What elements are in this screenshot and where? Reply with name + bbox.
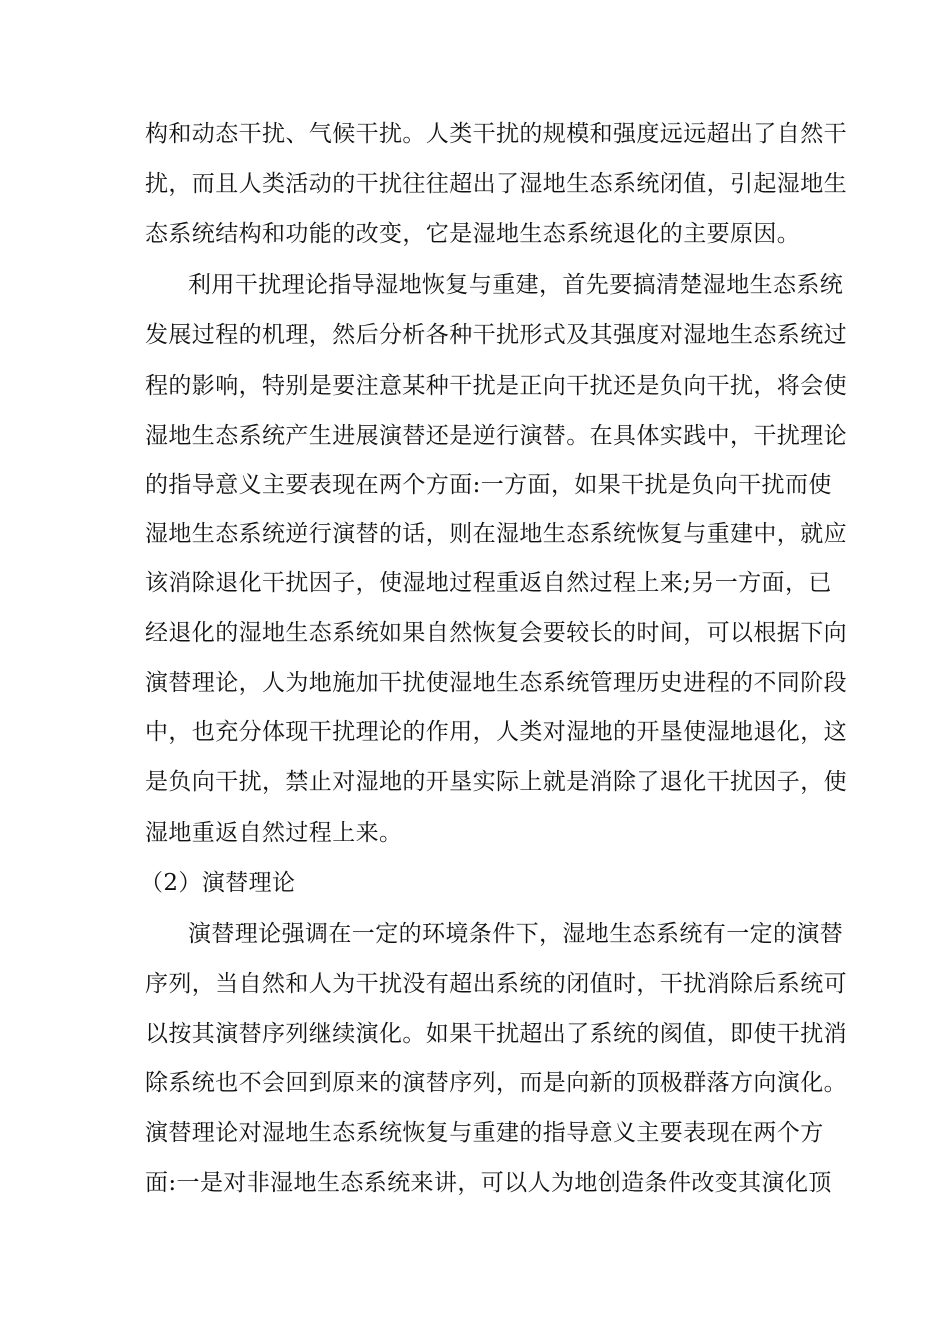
paragraph-line: 的指导意义主要表现在两个方面:一方面，如果干扰是负向干扰而使 bbox=[145, 472, 832, 498]
paragraph-line: 经退化的湿地生态系统如果自然恢复会要较长的时间，可以根据下向 bbox=[145, 620, 847, 646]
paragraph-line: 利用干扰理论指导湿地恢复与重建，首先要搞清楚湿地生态系统 bbox=[188, 272, 844, 298]
paragraph-line: 除系统也不会回到原来的演替序列，而是向新的顶极群落方向演化。 bbox=[145, 1070, 847, 1096]
paragraph-line: 演替理论强调在一定的环境条件下，湿地生态系统有一定的演替 bbox=[188, 921, 844, 947]
paragraph-line: 演替理论对湿地生态系统恢复与重建的指导意义主要表现在两个方 bbox=[145, 1120, 824, 1146]
paragraph-line: 湿地生态系统逆行演替的话，则在湿地生态系统恢复与重建中，就应 bbox=[145, 521, 847, 547]
paragraph-line: 该消除退化干扰因子，使湿地过程重返自然过程上来;另一方面，已 bbox=[145, 570, 832, 596]
paragraph-line: 态系统结构和功能的改变，它是湿地生态系统退化的主要原因。 bbox=[145, 221, 801, 247]
paragraph-line: 构和动态干扰、气候干扰。人类干扰的规模和强度远远超出了自然干 bbox=[145, 121, 847, 147]
paragraph-line: 以按其演替序列继续演化。如果干扰超出了系统的阂值，即使干扰消 bbox=[145, 1021, 847, 1047]
paragraph-line: 序列，当自然和人为干扰没有超出系统的闭值时，干扰消除后系统可 bbox=[145, 971, 847, 997]
paragraph-line: 程的影响，特别是要注意某种干扰是正向干扰还是负向干扰，将会使 bbox=[145, 373, 847, 399]
paragraph-line: 湿地重返自然过程上来。 bbox=[145, 820, 403, 846]
section-heading: （2）演替理论 bbox=[140, 870, 296, 896]
paragraph-line: 发展过程的机理，然后分析各种干扰形式及其强度对湿地生态系统过 bbox=[145, 322, 847, 348]
paragraph-line: 面:一是对非湿地生态系统来讲，可以人为地创造条件改变其演化顶 bbox=[145, 1170, 832, 1196]
paragraph-line: 扰，而且人类活动的干扰往往超出了湿地生态系统闭值，引起湿地生 bbox=[145, 171, 847, 197]
paragraph-line: 湿地生态系统产生进展演替还是逆行演替。在具体实践中，干扰理论 bbox=[145, 423, 847, 449]
paragraph-line: 中，也充分体现干扰理论的作用，人类对湿地的开垦使湿地退化，这 bbox=[145, 719, 847, 745]
paragraph-line: 是负向干扰，禁止对湿地的开垦实际上就是消除了退化干扰因子，使 bbox=[145, 769, 847, 795]
paragraph-line: 演替理论，人为地施加干扰使湿地生态系统管理历史进程的不同阶段 bbox=[145, 670, 847, 696]
